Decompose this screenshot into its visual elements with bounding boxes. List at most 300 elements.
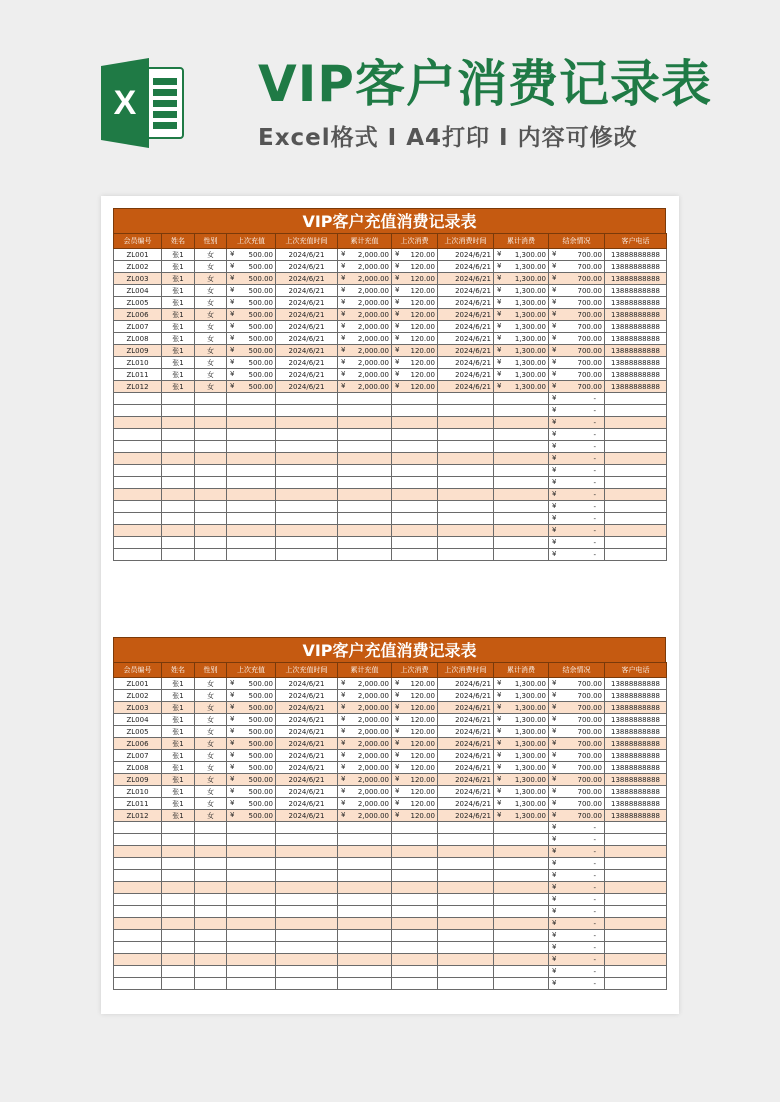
table-cell[interactable]: [338, 870, 392, 882]
table-cell[interactable]: [494, 369, 549, 381]
table-cell[interactable]: [338, 714, 392, 726]
table-cell[interactable]: [605, 942, 667, 954]
table-cell[interactable]: ZL011: [114, 798, 162, 810]
table-cell[interactable]: [338, 882, 392, 894]
table-cell[interactable]: 13888888888: [605, 726, 667, 738]
table-cell[interactable]: 2024/6/21: [438, 261, 494, 273]
table-cell[interactable]: [338, 738, 392, 750]
table-cell[interactable]: [276, 453, 338, 465]
table-cell[interactable]: [227, 309, 276, 321]
table-cell[interactable]: [227, 441, 276, 453]
table-cell[interactable]: 2024/6/21: [276, 333, 338, 345]
table-cell[interactable]: [549, 441, 605, 453]
table-cell[interactable]: [605, 858, 667, 870]
table-cell[interactable]: [227, 549, 276, 561]
table-cell[interactable]: [549, 501, 605, 513]
table-cell[interactable]: [494, 465, 549, 477]
table-cell[interactable]: 张1: [162, 333, 195, 345]
table-cell[interactable]: [162, 834, 195, 846]
table-cell[interactable]: 2024/6/21: [438, 786, 494, 798]
table-cell[interactable]: [494, 273, 549, 285]
table-cell[interactable]: 13888888888: [605, 261, 667, 273]
table-cell[interactable]: [392, 333, 438, 345]
table-cell[interactable]: [227, 822, 276, 834]
table-cell[interactable]: 2024/6/21: [276, 261, 338, 273]
table-cell[interactable]: [605, 966, 667, 978]
table-cell[interactable]: 2024/6/21: [276, 810, 338, 822]
table-cell[interactable]: [549, 525, 605, 537]
table-cell[interactable]: 女: [195, 774, 227, 786]
table-cell[interactable]: 13888888888: [605, 309, 667, 321]
table-cell[interactable]: 女: [195, 297, 227, 309]
table-cell[interactable]: [114, 429, 162, 441]
table-cell[interactable]: [494, 381, 549, 393]
table-cell[interactable]: ZL003: [114, 702, 162, 714]
table-cell[interactable]: [195, 894, 227, 906]
table-cell[interactable]: [227, 369, 276, 381]
table-cell[interactable]: [162, 441, 195, 453]
table-cell[interactable]: [392, 537, 438, 549]
table-cell[interactable]: [227, 501, 276, 513]
table-cell[interactable]: [114, 906, 162, 918]
table-cell[interactable]: [392, 285, 438, 297]
table-cell[interactable]: 张1: [162, 726, 195, 738]
table-cell[interactable]: [494, 513, 549, 525]
table-cell[interactable]: 2024/6/21: [276, 750, 338, 762]
table-cell[interactable]: [438, 549, 494, 561]
table-cell[interactable]: [494, 297, 549, 309]
table-cell[interactable]: [114, 549, 162, 561]
table-cell[interactable]: [438, 441, 494, 453]
table-cell[interactable]: [338, 333, 392, 345]
table-cell[interactable]: [114, 489, 162, 501]
table-cell[interactable]: [605, 918, 667, 930]
table-cell[interactable]: [549, 834, 605, 846]
table-cell[interactable]: [392, 405, 438, 417]
table-cell[interactable]: 女: [195, 726, 227, 738]
table-cell[interactable]: [392, 846, 438, 858]
table-cell[interactable]: [227, 477, 276, 489]
table-cell[interactable]: [338, 513, 392, 525]
table-cell[interactable]: 2024/6/21: [438, 702, 494, 714]
table-cell[interactable]: [162, 525, 195, 537]
table-cell[interactable]: [227, 762, 276, 774]
table-cell[interactable]: [114, 822, 162, 834]
table-cell[interactable]: [162, 858, 195, 870]
table-cell[interactable]: [338, 954, 392, 966]
table-cell[interactable]: [549, 786, 605, 798]
table-cell[interactable]: [438, 930, 494, 942]
table-cell[interactable]: ZL002: [114, 690, 162, 702]
table-cell[interactable]: [276, 906, 338, 918]
table-cell[interactable]: [195, 477, 227, 489]
table-cell[interactable]: [338, 297, 392, 309]
table-cell[interactable]: [392, 750, 438, 762]
table-cell[interactable]: [549, 738, 605, 750]
table-cell[interactable]: [338, 726, 392, 738]
table-cell[interactable]: [114, 930, 162, 942]
table-cell[interactable]: [114, 537, 162, 549]
table-cell[interactable]: [549, 942, 605, 954]
table-cell[interactable]: [227, 750, 276, 762]
table-cell[interactable]: [549, 954, 605, 966]
table-cell[interactable]: [195, 822, 227, 834]
table-cell[interactable]: [162, 501, 195, 513]
table-cell[interactable]: 女: [195, 798, 227, 810]
table-cell[interactable]: [276, 477, 338, 489]
table-cell[interactable]: ZL012: [114, 810, 162, 822]
table-cell[interactable]: [276, 549, 338, 561]
table-cell[interactable]: [549, 882, 605, 894]
table-cell[interactable]: [392, 513, 438, 525]
table-cell[interactable]: 2024/6/21: [438, 678, 494, 690]
table-cell[interactable]: [549, 405, 605, 417]
table-cell[interactable]: [338, 537, 392, 549]
table-cell[interactable]: [605, 954, 667, 966]
table-cell[interactable]: [276, 417, 338, 429]
table-cell[interactable]: 女: [195, 261, 227, 273]
table-cell[interactable]: [549, 513, 605, 525]
table-cell[interactable]: [227, 978, 276, 990]
table-cell[interactable]: [494, 726, 549, 738]
table-cell[interactable]: 2024/6/21: [438, 333, 494, 345]
table-cell[interactable]: [195, 501, 227, 513]
table-cell[interactable]: [392, 369, 438, 381]
table-cell[interactable]: 13888888888: [605, 381, 667, 393]
table-cell[interactable]: 2024/6/21: [276, 273, 338, 285]
table-cell[interactable]: 女: [195, 369, 227, 381]
table-cell[interactable]: [605, 429, 667, 441]
table-cell[interactable]: [494, 966, 549, 978]
table-cell[interactable]: [494, 702, 549, 714]
table-cell[interactable]: [227, 261, 276, 273]
table-cell[interactable]: [227, 918, 276, 930]
table-cell[interactable]: 13888888888: [605, 345, 667, 357]
table-cell[interactable]: 13888888888: [605, 762, 667, 774]
table-cell[interactable]: 女: [195, 381, 227, 393]
table-cell[interactable]: [549, 357, 605, 369]
table-cell[interactable]: [494, 453, 549, 465]
table-cell[interactable]: 13888888888: [605, 774, 667, 786]
table-cell[interactable]: [227, 870, 276, 882]
table-cell[interactable]: [549, 918, 605, 930]
table-cell[interactable]: [338, 834, 392, 846]
table-cell[interactable]: [494, 501, 549, 513]
table-cell[interactable]: [438, 393, 494, 405]
table-cell[interactable]: 2024/6/21: [438, 309, 494, 321]
table-cell[interactable]: [549, 858, 605, 870]
table-cell[interactable]: [392, 441, 438, 453]
table-cell[interactable]: [162, 453, 195, 465]
table-cell[interactable]: [494, 798, 549, 810]
table-cell[interactable]: 女: [195, 285, 227, 297]
table-cell[interactable]: [338, 525, 392, 537]
table-cell[interactable]: [114, 942, 162, 954]
table-cell[interactable]: [276, 405, 338, 417]
table-cell[interactable]: [392, 381, 438, 393]
table-cell[interactable]: 张1: [162, 381, 195, 393]
table-cell[interactable]: [549, 453, 605, 465]
table-cell[interactable]: 2024/6/21: [276, 702, 338, 714]
table-cell[interactable]: [338, 549, 392, 561]
table-cell[interactable]: [605, 870, 667, 882]
table-cell[interactable]: ZL006: [114, 309, 162, 321]
table-cell[interactable]: [392, 714, 438, 726]
table-cell[interactable]: [195, 489, 227, 501]
table-cell[interactable]: 2024/6/21: [438, 249, 494, 261]
table-cell[interactable]: [605, 453, 667, 465]
table-cell[interactable]: [494, 846, 549, 858]
table-cell[interactable]: [338, 978, 392, 990]
table-cell[interactable]: 张1: [162, 249, 195, 261]
table-cell[interactable]: [114, 441, 162, 453]
table-cell[interactable]: 2024/6/21: [276, 714, 338, 726]
table-cell[interactable]: [549, 285, 605, 297]
table-cell[interactable]: [494, 393, 549, 405]
table-cell[interactable]: 张1: [162, 345, 195, 357]
table-cell[interactable]: [227, 930, 276, 942]
table-cell[interactable]: [114, 501, 162, 513]
table-cell[interactable]: [227, 810, 276, 822]
table-cell[interactable]: [227, 465, 276, 477]
table-cell[interactable]: [494, 549, 549, 561]
table-cell[interactable]: [494, 309, 549, 321]
table-cell[interactable]: [162, 966, 195, 978]
table-cell[interactable]: [195, 393, 227, 405]
table-cell[interactable]: [392, 774, 438, 786]
table-cell[interactable]: 2024/6/21: [438, 750, 494, 762]
table-cell[interactable]: [494, 249, 549, 261]
table-cell[interactable]: [276, 513, 338, 525]
table-cell[interactable]: 2024/6/21: [438, 273, 494, 285]
table-cell[interactable]: [494, 357, 549, 369]
table-cell[interactable]: [195, 405, 227, 417]
table-cell[interactable]: [162, 846, 195, 858]
table-cell[interactable]: [605, 822, 667, 834]
table-cell[interactable]: [605, 393, 667, 405]
table-cell[interactable]: ZL007: [114, 750, 162, 762]
table-cell[interactable]: 2024/6/21: [438, 321, 494, 333]
table-cell[interactable]: [162, 465, 195, 477]
table-cell[interactable]: [549, 762, 605, 774]
table-cell[interactable]: [162, 822, 195, 834]
table-cell[interactable]: [227, 525, 276, 537]
table-cell[interactable]: 2024/6/21: [276, 249, 338, 261]
table-cell[interactable]: 女: [195, 750, 227, 762]
table-cell[interactable]: [276, 525, 338, 537]
table-cell[interactable]: 13888888888: [605, 321, 667, 333]
table-cell[interactable]: 2024/6/21: [276, 357, 338, 369]
table-cell[interactable]: [392, 690, 438, 702]
table-cell[interactable]: 张1: [162, 762, 195, 774]
table-cell[interactable]: [392, 906, 438, 918]
table-cell[interactable]: 13888888888: [605, 297, 667, 309]
table-cell[interactable]: [392, 798, 438, 810]
table-cell[interactable]: [392, 477, 438, 489]
table-cell[interactable]: [227, 345, 276, 357]
table-cell[interactable]: [227, 429, 276, 441]
table-cell[interactable]: ZL001: [114, 678, 162, 690]
table-cell[interactable]: [605, 834, 667, 846]
table-cell[interactable]: 张1: [162, 678, 195, 690]
table-cell[interactable]: [227, 537, 276, 549]
table-cell[interactable]: [195, 858, 227, 870]
table-cell[interactable]: [605, 894, 667, 906]
table-cell[interactable]: [494, 942, 549, 954]
table-cell[interactable]: [338, 285, 392, 297]
table-cell[interactable]: 2024/6/21: [438, 345, 494, 357]
table-cell[interactable]: 2024/6/21: [438, 369, 494, 381]
table-cell[interactable]: [549, 774, 605, 786]
table-cell[interactable]: ZL012: [114, 381, 162, 393]
table-cell[interactable]: [605, 930, 667, 942]
table-cell[interactable]: 2024/6/21: [438, 357, 494, 369]
table-cell[interactable]: [338, 357, 392, 369]
table-cell[interactable]: 张1: [162, 714, 195, 726]
table-cell[interactable]: [114, 978, 162, 990]
table-cell[interactable]: [276, 870, 338, 882]
table-cell[interactable]: [494, 714, 549, 726]
table-cell[interactable]: [549, 537, 605, 549]
table-cell[interactable]: 2024/6/21: [438, 285, 494, 297]
table-cell[interactable]: [195, 549, 227, 561]
table-cell[interactable]: [549, 978, 605, 990]
table-cell[interactable]: [392, 966, 438, 978]
table-cell[interactable]: ZL010: [114, 786, 162, 798]
table-cell[interactable]: 2024/6/21: [438, 690, 494, 702]
table-cell[interactable]: [338, 906, 392, 918]
table-cell[interactable]: [494, 750, 549, 762]
table-cell[interactable]: [195, 453, 227, 465]
table-cell[interactable]: [162, 489, 195, 501]
table-cell[interactable]: [549, 690, 605, 702]
table-cell[interactable]: [438, 477, 494, 489]
table-cell[interactable]: [338, 249, 392, 261]
table-cell[interactable]: [392, 249, 438, 261]
table-cell[interactable]: [114, 918, 162, 930]
table-cell[interactable]: [338, 846, 392, 858]
table-cell[interactable]: 2024/6/21: [438, 381, 494, 393]
table-cell[interactable]: 2024/6/21: [276, 369, 338, 381]
table-cell[interactable]: 13888888888: [605, 714, 667, 726]
table-cell[interactable]: [392, 930, 438, 942]
table-cell[interactable]: [438, 537, 494, 549]
table-cell[interactable]: [549, 846, 605, 858]
table-cell[interactable]: [114, 525, 162, 537]
table-cell[interactable]: 女: [195, 678, 227, 690]
table-cell[interactable]: [195, 429, 227, 441]
table-cell[interactable]: ZL007: [114, 321, 162, 333]
table-cell[interactable]: [392, 489, 438, 501]
table-cell[interactable]: [605, 489, 667, 501]
table-cell[interactable]: [494, 834, 549, 846]
table-cell[interactable]: [227, 834, 276, 846]
table-cell[interactable]: ZL005: [114, 726, 162, 738]
table-cell[interactable]: 13888888888: [605, 369, 667, 381]
table-cell[interactable]: 张1: [162, 261, 195, 273]
table-cell[interactable]: ZL006: [114, 738, 162, 750]
table-cell[interactable]: [438, 405, 494, 417]
table-cell[interactable]: [276, 894, 338, 906]
table-cell[interactable]: [392, 834, 438, 846]
table-cell[interactable]: [338, 369, 392, 381]
table-cell[interactable]: [549, 249, 605, 261]
table-cell[interactable]: 女: [195, 249, 227, 261]
table-cell[interactable]: [227, 858, 276, 870]
table-cell[interactable]: 女: [195, 345, 227, 357]
table-cell[interactable]: [549, 678, 605, 690]
table-cell[interactable]: [494, 261, 549, 273]
table-cell[interactable]: [392, 393, 438, 405]
table-cell[interactable]: [162, 417, 195, 429]
table-cell[interactable]: [276, 537, 338, 549]
table-cell[interactable]: [549, 261, 605, 273]
table-cell[interactable]: [162, 906, 195, 918]
table-cell[interactable]: [227, 381, 276, 393]
table-cell[interactable]: 2024/6/21: [438, 738, 494, 750]
table-cell[interactable]: [276, 930, 338, 942]
table-cell[interactable]: [438, 834, 494, 846]
table-cell[interactable]: 13888888888: [605, 690, 667, 702]
table-cell[interactable]: [227, 966, 276, 978]
table-cell[interactable]: [276, 858, 338, 870]
table-cell[interactable]: 2024/6/21: [276, 297, 338, 309]
table-cell[interactable]: [114, 894, 162, 906]
table-cell[interactable]: [549, 429, 605, 441]
table-cell[interactable]: [162, 537, 195, 549]
table-cell[interactable]: [605, 465, 667, 477]
table-cell[interactable]: [605, 906, 667, 918]
table-cell[interactable]: 13888888888: [605, 702, 667, 714]
table-cell[interactable]: [392, 429, 438, 441]
table-cell[interactable]: ZL010: [114, 357, 162, 369]
table-cell[interactable]: [227, 678, 276, 690]
table-cell[interactable]: 张1: [162, 810, 195, 822]
table-cell[interactable]: [227, 798, 276, 810]
table-cell[interactable]: 张1: [162, 273, 195, 285]
table-cell[interactable]: ZL004: [114, 714, 162, 726]
table-cell[interactable]: [114, 954, 162, 966]
table-cell[interactable]: 女: [195, 810, 227, 822]
table-cell[interactable]: [227, 954, 276, 966]
table-cell[interactable]: [276, 918, 338, 930]
table-cell[interactable]: [162, 882, 195, 894]
table-cell[interactable]: [605, 417, 667, 429]
table-cell[interactable]: [227, 690, 276, 702]
table-cell[interactable]: [276, 501, 338, 513]
table-cell[interactable]: 张1: [162, 285, 195, 297]
table-cell[interactable]: 13888888888: [605, 357, 667, 369]
table-cell[interactable]: 13888888888: [605, 798, 667, 810]
table-cell[interactable]: [338, 489, 392, 501]
table-cell[interactable]: [338, 930, 392, 942]
table-cell[interactable]: [227, 489, 276, 501]
table-cell[interactable]: [605, 882, 667, 894]
table-cell[interactable]: [438, 918, 494, 930]
table-cell[interactable]: [338, 942, 392, 954]
table-cell[interactable]: 2024/6/21: [276, 786, 338, 798]
table-cell[interactable]: [438, 942, 494, 954]
table-cell[interactable]: [227, 714, 276, 726]
table-cell[interactable]: 张1: [162, 750, 195, 762]
table-cell[interactable]: 2024/6/21: [276, 774, 338, 786]
table-cell[interactable]: [549, 465, 605, 477]
table-cell[interactable]: [162, 942, 195, 954]
table-cell[interactable]: [276, 942, 338, 954]
table-cell[interactable]: 2024/6/21: [438, 798, 494, 810]
table-cell[interactable]: [605, 477, 667, 489]
table-cell[interactable]: [392, 525, 438, 537]
